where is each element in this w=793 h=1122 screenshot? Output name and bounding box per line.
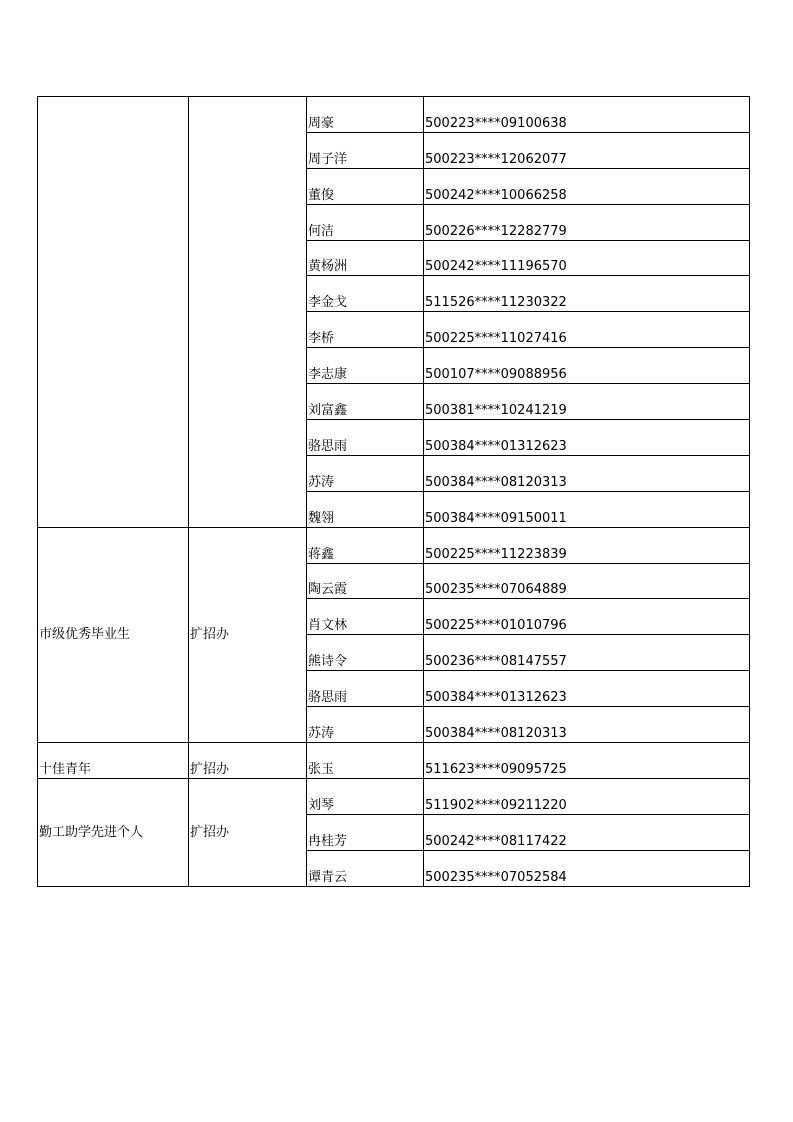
id-number-cell: 500384****01312623 — [424, 420, 750, 456]
id-number-cell: 500223****12062077 — [424, 132, 750, 168]
id-number-cell: 500384****01312623 — [424, 671, 750, 707]
table-row — [38, 778, 750, 814]
award-category-cell: 勤工助学先进个人 — [38, 778, 189, 886]
id-number-cell: 500384****09150011 — [424, 491, 750, 527]
student-name-cell: 肖文林 — [307, 599, 424, 635]
id-number-cell: 500384****08120313 — [424, 455, 750, 491]
table-row — [38, 527, 750, 563]
table-row — [38, 743, 750, 779]
student-name-cell: 黄杨洲 — [307, 240, 424, 276]
student-name-cell: 谭青云 — [307, 850, 424, 886]
student-name-cell: 苏涛 — [307, 455, 424, 491]
student-name-cell: 魏翎 — [307, 491, 424, 527]
id-number-cell: 500384****08120313 — [424, 707, 750, 743]
id-number-cell: 500235****07064889 — [424, 563, 750, 599]
id-number-cell: 500242****10066258 — [424, 168, 750, 204]
id-number-cell: 511526****11230322 — [424, 276, 750, 312]
student-name-cell: 张玉 — [307, 743, 424, 779]
department-cell — [189, 97, 307, 528]
award-recipients-table — [37, 96, 750, 887]
id-number-cell: 500107****09088956 — [424, 348, 750, 384]
student-name-cell: 董俊 — [307, 168, 424, 204]
student-name-cell: 周豪 — [307, 97, 424, 133]
award-category-cell — [38, 97, 189, 528]
department-cell: 扩招办 — [189, 527, 307, 742]
id-number-cell: 500381****10241219 — [424, 384, 750, 420]
award-category-cell: 市级优秀毕业生 — [38, 527, 189, 742]
id-number-cell: 500226****12282779 — [424, 204, 750, 240]
department-cell: 扩招办 — [189, 778, 307, 886]
student-name-cell: 李金戈 — [307, 276, 424, 312]
student-name-cell: 李桥 — [307, 312, 424, 348]
student-name-cell: 骆思雨 — [307, 671, 424, 707]
student-name-cell: 何洁 — [307, 204, 424, 240]
id-number-cell: 511623****09095725 — [424, 743, 750, 779]
student-name-cell: 刘琴 — [307, 778, 424, 814]
id-number-cell: 511902****09211220 — [424, 778, 750, 814]
id-number-cell: 500242****08117422 — [424, 814, 750, 850]
award-category-cell: 十佳青年 — [38, 743, 189, 779]
table-row — [38, 97, 750, 133]
department-cell: 扩招办 — [189, 743, 307, 779]
id-number-cell: 500225****11027416 — [424, 312, 750, 348]
student-name-cell: 周子洋 — [307, 132, 424, 168]
id-number-cell: 500236****08147557 — [424, 635, 750, 671]
student-name-cell: 骆思雨 — [307, 420, 424, 456]
student-name-cell: 陶云霞 — [307, 563, 424, 599]
student-name-cell: 苏涛 — [307, 707, 424, 743]
id-number-cell: 500235****07052584 — [424, 850, 750, 886]
student-name-cell: 熊诗令 — [307, 635, 424, 671]
id-number-cell: 500242****11196570 — [424, 240, 750, 276]
student-name-cell: 蒋鑫 — [307, 527, 424, 563]
student-name-cell: 冉桂芳 — [307, 814, 424, 850]
student-name-cell: 李志康 — [307, 348, 424, 384]
student-name-cell: 刘富鑫 — [307, 384, 424, 420]
id-number-cell: 500225****11223839 — [424, 527, 750, 563]
id-number-cell: 500223****09100638 — [424, 97, 750, 133]
id-number-cell: 500225****01010796 — [424, 599, 750, 635]
